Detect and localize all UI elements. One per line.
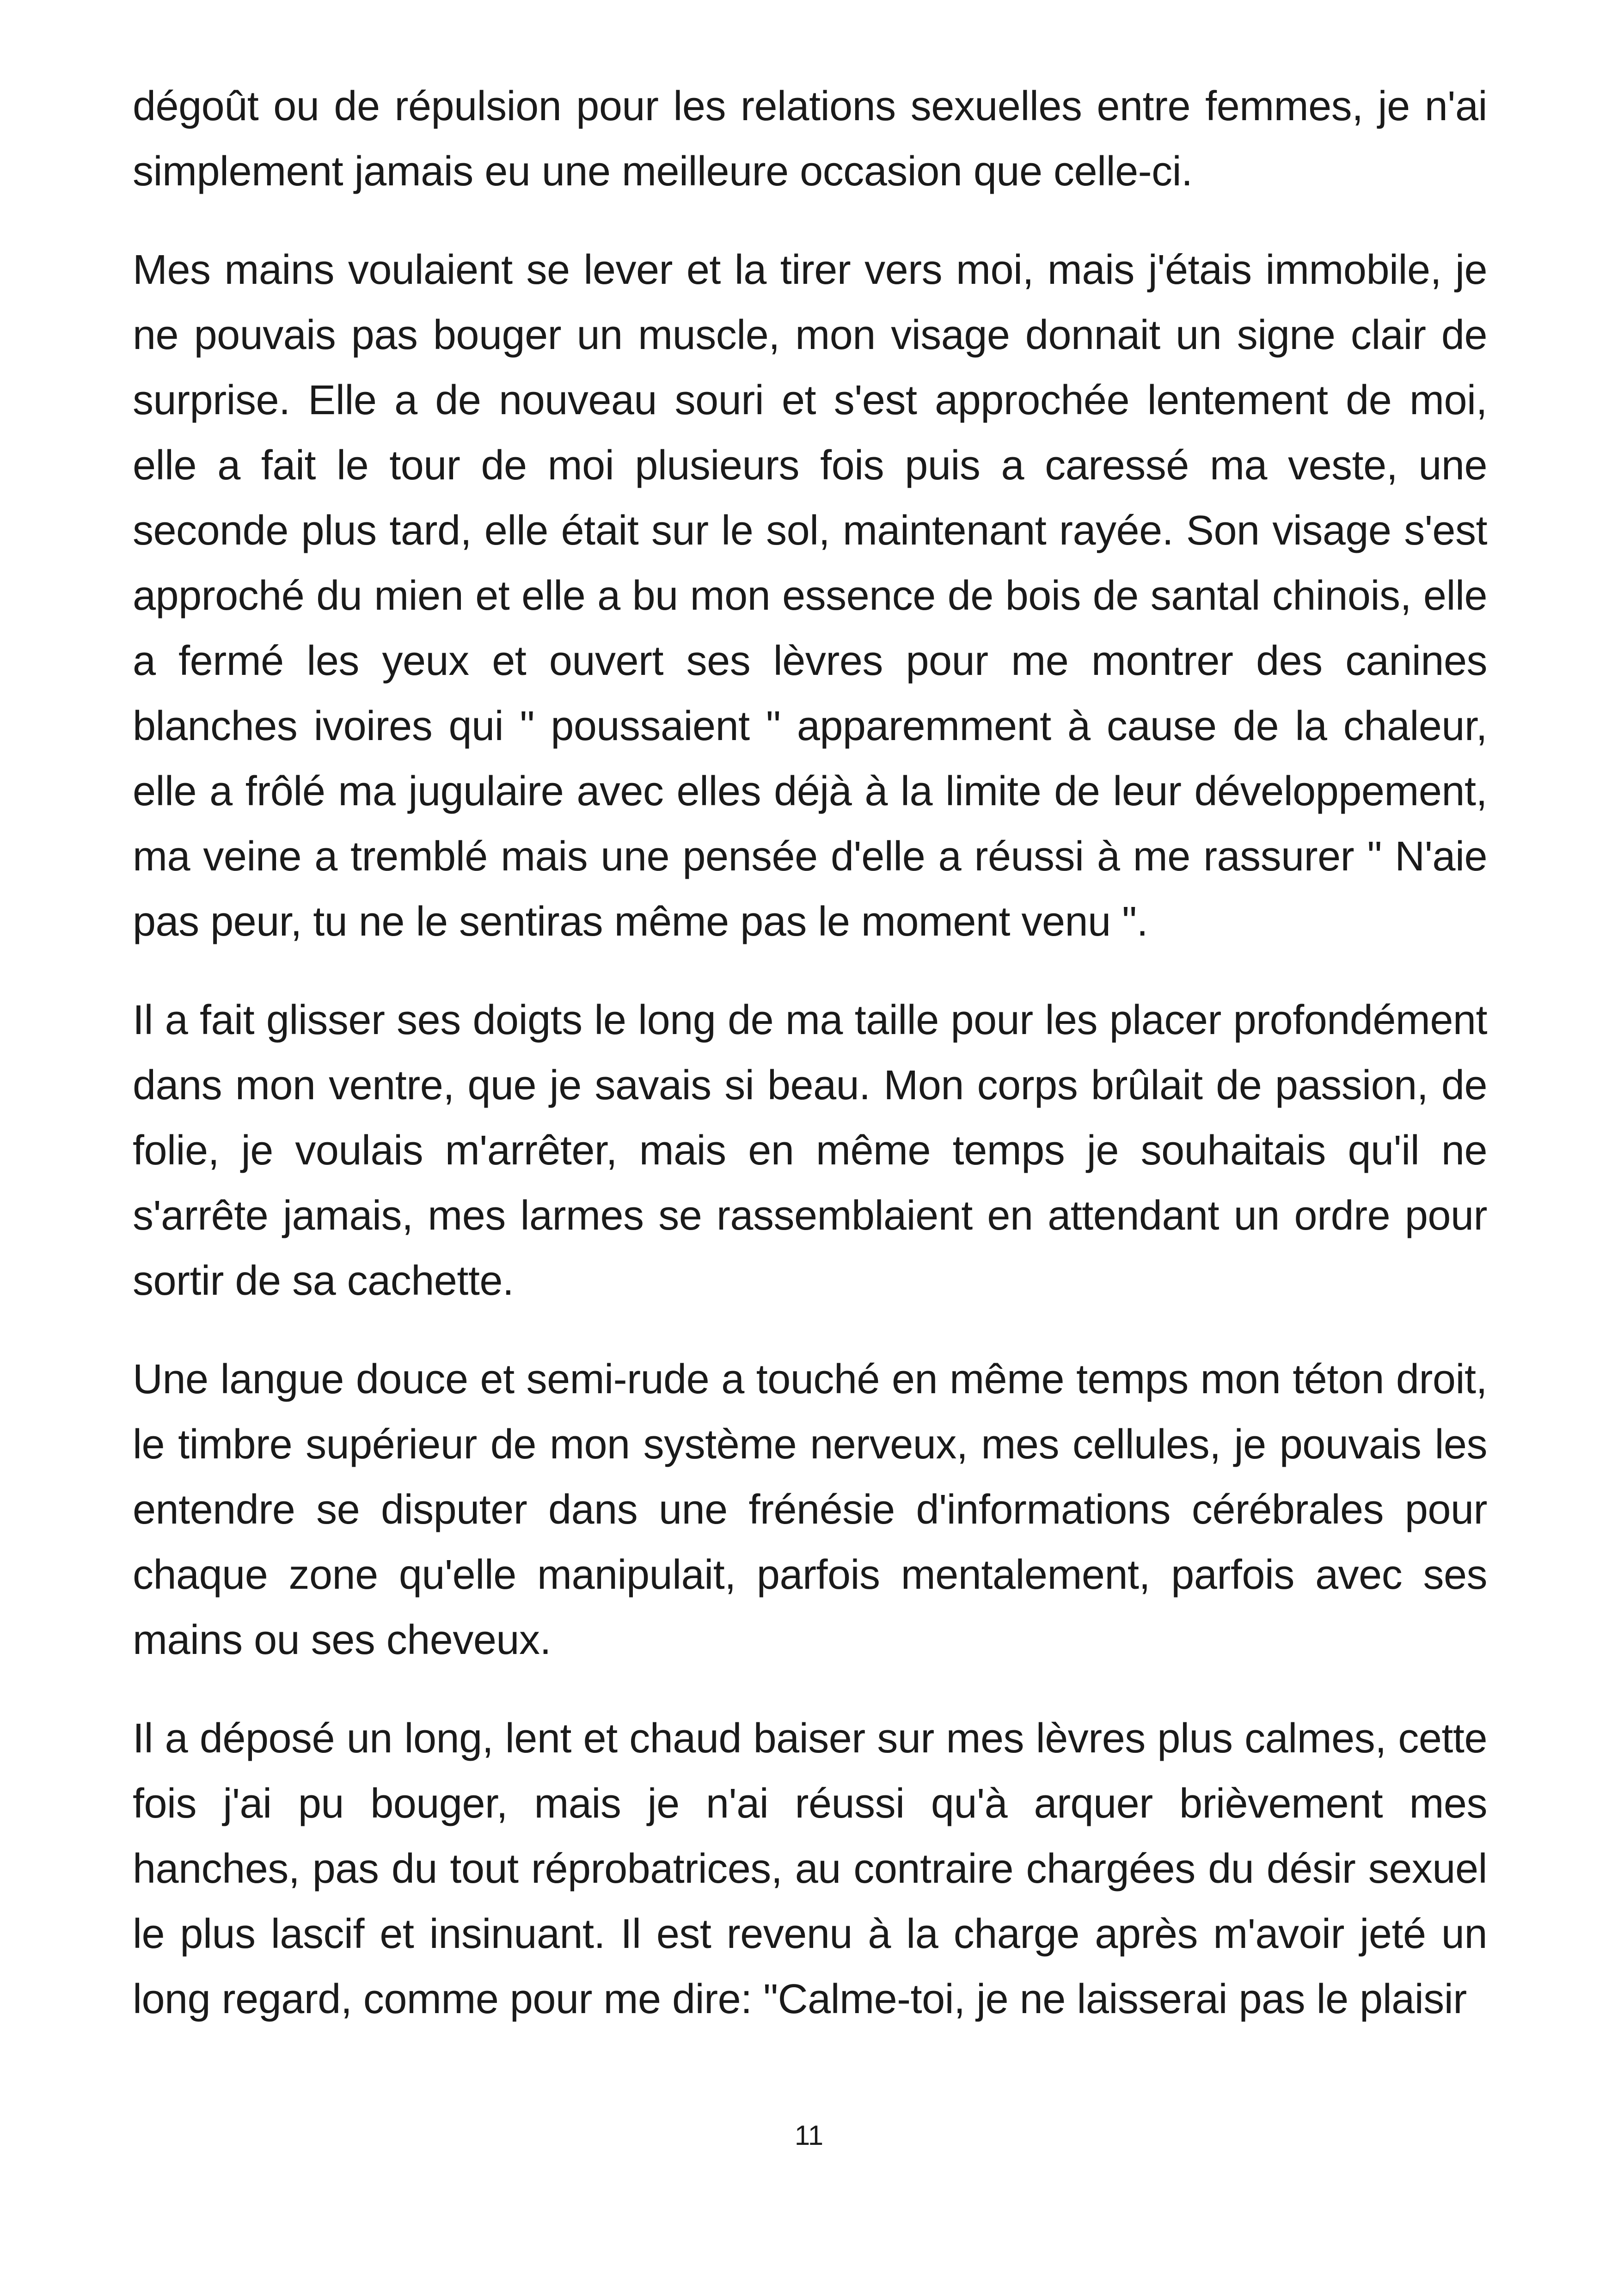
paragraph: Une langue douce et semi-rude a touché en même temps mon téton droit, le timbre supérieur de mon système nerveux, mes cellules, je pouvais les entendre se disputer dans une frénésie d'informations cérébrales pour chaque zone qu'elle manipulait, parfois mentalement, parfois avec ses mains ou ses cheveux. xyxy=(133,1356,1487,1663)
page-number: 11 xyxy=(794,2120,824,2151)
paragraph: Il a déposé un long, lent et chaud baiser sur mes lèvres plus calmes, cette fois j'ai pu bouger, mais je n'ai réussi qu'à arquer brièvement mes hanches, pas du tout réprobatrices, au contraire chargées du désir sexuel le plus lascif et insinuant. Il est revenu à la charge après m'avoir jeté un long regard, comme pour me dire: "Calme-toi, je ne laisserai pas le plaisir xyxy=(133,1715,1487,2022)
paragraph: Mes mains voulaient se lever et la tirer vers moi, mais j'étais immobile, je ne pouvais pas bouger un muscle, mon visage donnait un signe clair de surprise. Elle a de nouveau souri et s'est approchée lentement de moi, elle a fait le tour de moi plusieurs fois puis a caressé ma veste, une seconde plus tard, elle était sur le sol, maintenant rayée. Son visage s'est approché du mien et elle a bu mon essence de bois de santal chinois, elle a fermé les yeux et ouvert ses lèvres pour me montrer des canines blanches ivoires qui " poussaient " apparemment à cause de la chaleur, elle a frôlé ma jugulaire avec elles déjà à la limite de leur développement, ma veine a tremblé mais une pensée d'elle a réussi à me rassurer " N'aie pas peur, tu ne le sentiras même pas le moment venu ". xyxy=(133,247,1487,945)
paragraph: Il a fait glisser ses doigts le long de ma taille pour les placer profondément dans mon ventre, que je savais si beau. Mon corps brûlait de passion, de folie, je voulais m'arrêter, mais en même temps je souhaitais qu'il ne s'arrête jamais, mes larmes se rassemblaient en attendant un ordre pour sortir de sa cachette. xyxy=(133,997,1487,1304)
paragraph: dégoût ou de répulsion pour les relations sexuelles entre femmes, je n'ai simplement jamais eu une meilleure occasion que celle-ci. xyxy=(133,83,1487,195)
body-text xyxy=(133,74,1487,2065)
